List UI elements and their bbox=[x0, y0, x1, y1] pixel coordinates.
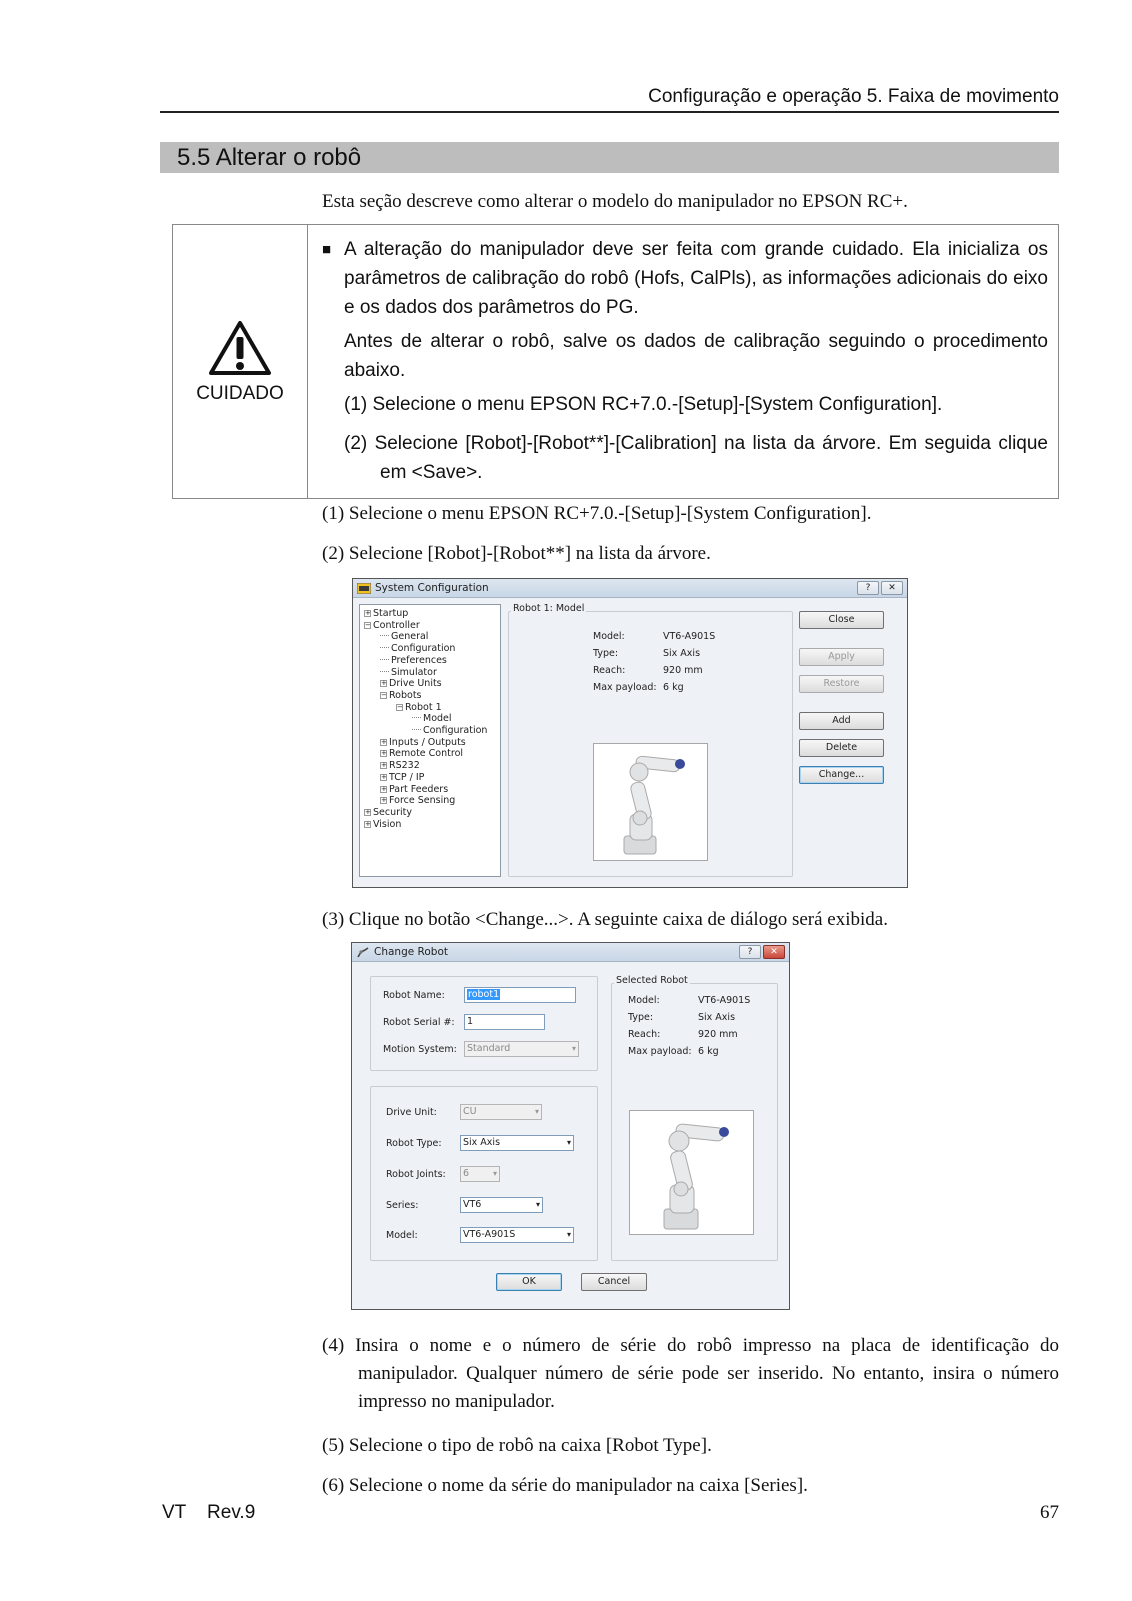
tree-connector bbox=[380, 659, 389, 660]
tree-item-label: Configuration bbox=[391, 643, 456, 655]
robot-app-icon bbox=[356, 947, 370, 958]
step-1: (1) Selecione o menu EPSON RC+7.0.-[Setup]-[System Configuration]. bbox=[322, 503, 872, 524]
tree-connector bbox=[380, 647, 389, 648]
property-label: Type: bbox=[628, 1012, 654, 1023]
tree-item[interactable] bbox=[412, 713, 452, 725]
property-value: VT6-A901S bbox=[698, 995, 751, 1006]
property-value: Six Axis bbox=[663, 648, 701, 659]
tree-item[interactable] bbox=[380, 678, 442, 690]
ok-button[interactable]: OK bbox=[496, 1273, 562, 1291]
motion-system-select bbox=[464, 1041, 579, 1057]
motion-system-value: Standard bbox=[467, 1043, 511, 1054]
tree-item-label: TCP / IP bbox=[389, 771, 425, 783]
tree-item-label: Robots bbox=[389, 689, 422, 701]
expand-icon[interactable]: + bbox=[381, 784, 387, 793]
step-5: (5) Selecione o tipo de robô na caixa [Robot Type]. bbox=[322, 1435, 712, 1456]
robot-arm-illustration bbox=[630, 1111, 753, 1234]
property-label: Reach: bbox=[593, 665, 626, 676]
help-button[interactable]: ? bbox=[857, 581, 879, 595]
tree-item[interactable] bbox=[364, 620, 420, 632]
tree-connector bbox=[380, 671, 389, 672]
drive-unit-label: Drive Unit: bbox=[386, 1107, 437, 1118]
tree-item-label: Force Sensing bbox=[389, 795, 456, 807]
caution-box bbox=[172, 224, 1059, 499]
tree-item[interactable] bbox=[380, 737, 466, 749]
robot-type-value: Six Axis bbox=[463, 1137, 501, 1148]
caution-step-1: (1) Selecione o menu EPSON RC+7.0.-[Setup]-[System Configuration]. bbox=[344, 394, 943, 415]
model-value: VT6-A901S bbox=[463, 1229, 516, 1240]
property-value: VT6-A901S bbox=[663, 631, 716, 642]
robot-image bbox=[593, 743, 708, 861]
expand-icon[interactable]: + bbox=[365, 819, 371, 828]
caution-label: CUIDADO bbox=[196, 382, 284, 404]
tree-item-label: Robot 1 bbox=[405, 701, 442, 713]
step-2: (2) Selecione [Robot]-[Robot**] na lista da árvore. bbox=[322, 543, 711, 564]
restore-button[interactable]: Restore bbox=[799, 675, 884, 693]
add-button[interactable]: Add bbox=[799, 712, 884, 730]
tree-item-label: Startup bbox=[373, 608, 409, 619]
series-select[interactable] bbox=[460, 1197, 543, 1213]
drive-unit-select bbox=[460, 1104, 542, 1120]
expand-icon[interactable]: + bbox=[381, 796, 387, 805]
intro-paragraph: Esta seção descreve como alterar o modelo do manipulador no EPSON RC+. bbox=[322, 191, 908, 212]
tree-item[interactable] bbox=[380, 760, 420, 772]
caution-note: Antes de alterar o robô, salve os dados de calibração seguindo o procedimento abaixo. bbox=[344, 331, 1048, 381]
drive-unit-value: CU bbox=[463, 1106, 477, 1117]
tree-item[interactable] bbox=[380, 655, 447, 667]
property-label: Model: bbox=[628, 995, 660, 1006]
property-label: Type: bbox=[593, 648, 619, 659]
help-button[interactable]: ? bbox=[739, 945, 761, 959]
tree-item-label: Remote Control bbox=[389, 748, 464, 760]
collapse-icon[interactable]: − bbox=[365, 620, 371, 629]
tree-item[interactable] bbox=[380, 795, 455, 807]
step-3: (3) Clique no botão <Change...>. A seguinte caixa de diálogo será exibida. bbox=[322, 909, 888, 930]
chevron-down-icon: ▾ bbox=[534, 1107, 539, 1116]
selected-robot-title: Selected Robot bbox=[616, 975, 688, 986]
tree-item-label: Simulator bbox=[391, 666, 437, 678]
tree-item[interactable] bbox=[380, 690, 422, 702]
caution-content bbox=[308, 225, 1058, 498]
property-value: Six Axis bbox=[698, 1012, 736, 1023]
chevron-down-icon: ▾ bbox=[571, 1044, 576, 1053]
change-robot-window bbox=[351, 942, 790, 1310]
tree-item[interactable] bbox=[364, 807, 412, 819]
robot-joints-select bbox=[460, 1166, 500, 1182]
tree-connector bbox=[412, 717, 421, 718]
series-label: Series: bbox=[386, 1200, 419, 1211]
expand-icon[interactable]: + bbox=[381, 749, 387, 758]
tree-item[interactable] bbox=[364, 819, 401, 831]
expand-icon[interactable]: + bbox=[365, 807, 371, 816]
robot-name-label: Robot Name: bbox=[383, 990, 445, 1001]
chevron-down-icon[interactable]: ▾ bbox=[566, 1230, 571, 1239]
expand-icon[interactable]: + bbox=[365, 609, 371, 617]
tree-item[interactable] bbox=[380, 667, 437, 679]
robot-joints-label: Robot Joints: bbox=[386, 1169, 446, 1180]
robot-model-group-title: Robot 1: Model bbox=[513, 603, 585, 614]
tree-connector bbox=[380, 635, 389, 636]
app-icon bbox=[357, 583, 371, 594]
robot-serial-label: Robot Serial #: bbox=[383, 1017, 455, 1028]
caution-icon-cell bbox=[173, 225, 308, 498]
tree-item[interactable] bbox=[380, 748, 463, 760]
change-robot-title: Change Robot bbox=[374, 946, 448, 958]
chevron-down-icon: ▾ bbox=[492, 1169, 497, 1178]
running-header: Configuração e operação 5. Faixa de movimento bbox=[160, 86, 1059, 113]
config-tree[interactable] bbox=[359, 604, 501, 877]
expand-icon[interactable]: + bbox=[381, 679, 387, 688]
close-x-button[interactable]: ✕ bbox=[881, 581, 903, 595]
system-configuration-titlebar bbox=[353, 579, 907, 598]
selected-robot-image bbox=[629, 1110, 754, 1235]
tree-item-label: Configuration bbox=[423, 725, 488, 736]
tree-item[interactable] bbox=[380, 631, 428, 643]
tree-item-label: Controller bbox=[373, 619, 420, 631]
tree-item-label: General bbox=[391, 631, 429, 643]
property-label: Model: bbox=[593, 631, 625, 642]
step-4: (4) Insira o nome e o número de série do robô impresso na placa de identificação do manipulador. Qualquer número de série pode ser inserido. No entanto, insira o número impresso no manipulador. bbox=[322, 1335, 1059, 1412]
robot-joints-value: 6 bbox=[463, 1168, 470, 1179]
page-number: 67 bbox=[1040, 1502, 1059, 1523]
property-label: Max payload: bbox=[593, 682, 657, 693]
tree-item[interactable] bbox=[364, 608, 408, 620]
chevron-down-icon[interactable]: ▾ bbox=[535, 1200, 540, 1209]
tree-item-label: Part Feeders bbox=[389, 783, 449, 795]
system-configuration-window bbox=[352, 578, 908, 888]
robot-arm-illustration bbox=[594, 744, 707, 860]
tree-item-label: Model bbox=[423, 713, 452, 725]
collapse-icon[interactable]: − bbox=[397, 702, 403, 711]
caution-bullet-text: ■ A alteração do manipulador deve ser feita com grande cuidado. Ela inicializa os parâmetros de calibração do robô (Hofs, CalPls), as informações adicionais do eixo e os dados dos parâmetros do PG. bbox=[322, 235, 1048, 322]
tree-item[interactable] bbox=[412, 725, 487, 737]
model-select[interactable] bbox=[460, 1227, 574, 1243]
tree-item[interactable] bbox=[380, 784, 448, 796]
robot-name-selected-text: robot1 bbox=[468, 989, 500, 1000]
model-label: Model: bbox=[386, 1230, 418, 1241]
tree-item-label: Preferences bbox=[391, 654, 447, 666]
property-label: Reach: bbox=[628, 1029, 661, 1040]
change-robot-titlebar bbox=[352, 943, 789, 962]
chevron-down-icon[interactable]: ▾ bbox=[566, 1138, 571, 1147]
warning-triangle-icon bbox=[207, 319, 273, 377]
robot-type-select[interactable] bbox=[460, 1135, 574, 1151]
tree-item-label: Vision bbox=[373, 818, 402, 830]
robot-type-label: Robot Type: bbox=[386, 1138, 442, 1149]
delete-button[interactable]: Delete bbox=[799, 739, 884, 757]
series-value: VT6 bbox=[463, 1199, 482, 1210]
tree-item-label: Drive Units bbox=[389, 678, 442, 690]
property-value: 6 kg bbox=[698, 1046, 719, 1057]
tree-item-label: Inputs / Outputs bbox=[389, 736, 466, 748]
section-title: 5.5 Alterar o robô bbox=[160, 142, 1059, 173]
tree-item[interactable] bbox=[380, 643, 455, 655]
close-x-button[interactable]: ✕ bbox=[763, 945, 785, 959]
expand-icon[interactable]: + bbox=[381, 772, 387, 781]
robot-name-input[interactable] bbox=[464, 987, 576, 1003]
property-value: 6 kg bbox=[663, 682, 684, 693]
cancel-button[interactable]: Cancel bbox=[581, 1273, 647, 1291]
expand-icon[interactable]: + bbox=[381, 737, 387, 746]
robot-serial-input[interactable]: 1 bbox=[464, 1014, 545, 1030]
close-button[interactable]: Close bbox=[799, 611, 884, 629]
property-value: 920 mm bbox=[663, 665, 703, 676]
caution-step-2: (2) Selecione [Robot]-[Robot**]-[Calibration] na lista da árvore. Em seguida clique em <Save>. bbox=[344, 433, 1048, 483]
window-title: System Configuration bbox=[375, 582, 489, 594]
apply-button[interactable]: Apply bbox=[799, 648, 884, 666]
tree-item-label: RS232 bbox=[389, 760, 420, 772]
change-button[interactable]: Change... bbox=[799, 766, 884, 784]
motion-system-label: Motion System: bbox=[383, 1044, 457, 1055]
footer-doc-id: VT Rev.9 bbox=[162, 1502, 256, 1523]
tree-connector bbox=[412, 729, 421, 730]
step-6: (6) Selecione o nome da série do manipulador na caixa [Series]. bbox=[322, 1475, 808, 1496]
collapse-icon[interactable]: − bbox=[381, 690, 387, 699]
tree-item[interactable] bbox=[396, 702, 442, 714]
tree-item-label: Security bbox=[373, 806, 413, 818]
property-value: 920 mm bbox=[698, 1029, 738, 1040]
tree-item[interactable] bbox=[380, 772, 424, 784]
expand-icon[interactable]: + bbox=[381, 761, 387, 770]
property-label: Max payload: bbox=[628, 1046, 692, 1057]
